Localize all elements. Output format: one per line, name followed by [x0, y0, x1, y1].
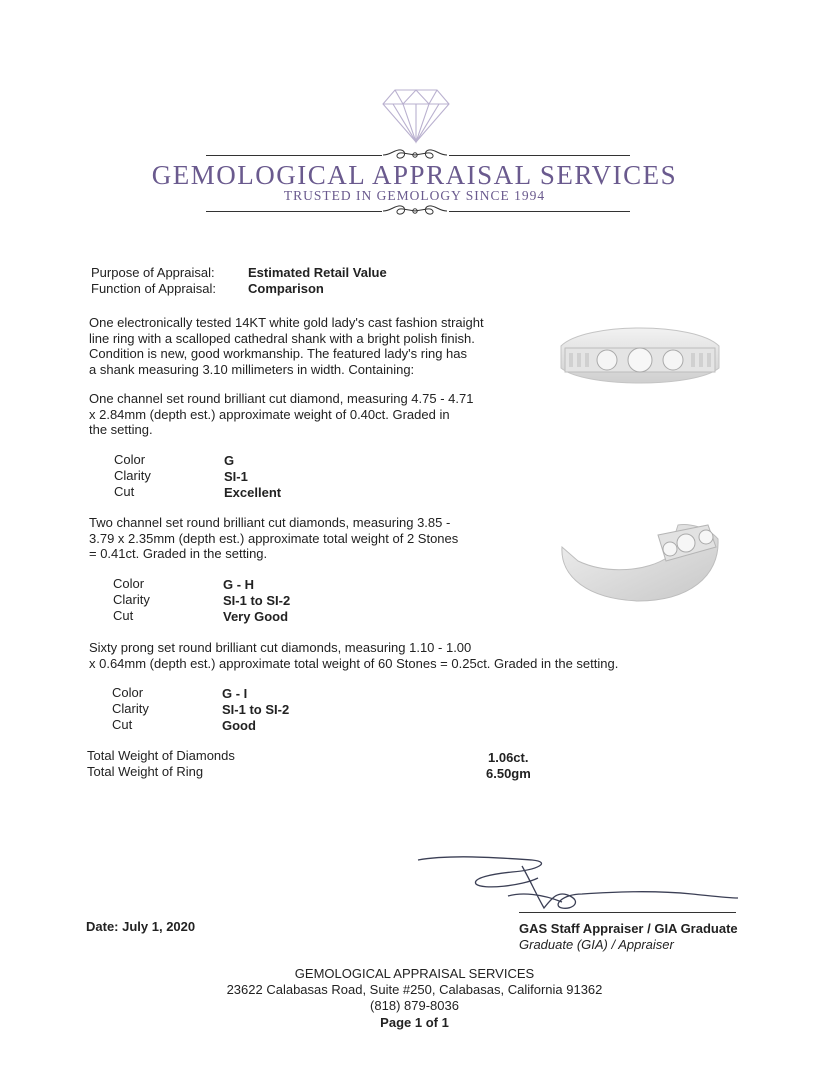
stone1-color-label: Color: [114, 452, 146, 467]
total-diamonds-value: 1.06ct.: [488, 750, 529, 765]
stone2-color-label: Color: [113, 576, 145, 591]
ring-description: [89, 315, 509, 377]
stone2-line: Two channel set round brilliant cut diamonds, measuring 3.85 -: [89, 515, 451, 530]
stone3-description: [89, 640, 809, 671]
stone1-line: x 2.84mm (depth est.) approximate weight of 0.40ct. Graded in: [89, 406, 450, 422]
signature-line: [519, 912, 736, 913]
header-rule-bottom-right: [449, 211, 630, 212]
total-ring-label: Total Weight of Ring: [87, 764, 204, 779]
appraisal-date: Date: July 1, 2020: [86, 919, 196, 934]
description-line: line ring with a scalloped cathedral shank with a bright polish finish.: [89, 330, 475, 346]
header-rule-top-left: [206, 155, 382, 156]
stone2-cut-value: Very Good: [223, 609, 289, 624]
page-number: Page 1 of 1: [380, 1015, 449, 1030]
stone3-color-value: G - I: [222, 686, 248, 701]
stone1-description: [89, 391, 509, 438]
company-tagline: TRUSTED IN GEMOLOGY SINCE 1994: [283, 188, 546, 203]
function-label: Function of Appraisal:: [91, 281, 217, 296]
signature-scribble: [412, 850, 742, 916]
footer-company: GEMOLOGICAL APPRAISAL SERVICES: [294, 966, 535, 981]
ring-photo-side: [558, 517, 724, 607]
footer-address: 23622 Calabasas Road, Suite #250, Calabasas, California 91362: [226, 982, 603, 997]
diamond-icon: [381, 88, 451, 144]
scroll-ornament-bottom: [381, 202, 449, 220]
header-rule-top-right: [449, 155, 630, 156]
stone2-description: [89, 515, 509, 562]
stone1-cut-label: Cut: [114, 484, 135, 499]
appraiser-subtitle: Graduate (GIA) / Appraiser: [519, 937, 674, 952]
ring-photo-top: [555, 318, 725, 390]
appraiser-title: GAS Staff Appraiser / GIA Graduate: [519, 921, 738, 936]
stone1-color-value: G: [224, 453, 235, 468]
stone3-color-label: Color: [112, 685, 144, 700]
purpose-value: Estimated Retail Value: [248, 265, 387, 280]
stone3-clarity-value: SI-1 to SI-2: [222, 702, 290, 717]
stone1-clarity-label: Clarity: [114, 468, 151, 483]
stone1-cut-value: Excellent: [224, 485, 282, 500]
stone1-line: the setting.: [89, 422, 153, 437]
stone2-clarity-label: Clarity: [113, 592, 150, 607]
stone3-clarity-label: Clarity: [112, 701, 149, 716]
stone3-cut-label: Cut: [112, 717, 133, 732]
stone2-color-value: G - H: [223, 577, 255, 592]
function-value: Comparison: [248, 281, 324, 296]
header-rule-bottom-left: [206, 211, 382, 212]
company-name: GEMOLOGICAL APPRAISAL SERVICES: [151, 160, 678, 190]
stone3-line: Sixty prong set round brilliant cut diamonds, measuring 1.10 - 1.00: [89, 640, 472, 655]
stone3-cut-value: Good: [222, 718, 256, 733]
stone2-clarity-value: SI-1 to SI-2: [223, 593, 291, 608]
purpose-label: Purpose of Appraisal:: [91, 265, 215, 280]
footer-phone: (818) 879-8036: [370, 998, 459, 1013]
description-line: One electronically tested 14KT white gold lady's cast fashion straight: [89, 315, 484, 330]
stone1-line: One channel set round brilliant cut diamond, measuring 4.75 - 4.71: [89, 391, 474, 406]
stone1-clarity-value: SI-1: [224, 469, 248, 484]
stone2-line: = 0.41ct. Graded in the setting.: [89, 546, 268, 561]
description-line: Condition is new, good workmanship. The featured lady's ring has: [89, 346, 468, 361]
stone3-line: x 0.64mm (depth est.) approximate total weight of 60 Stones = 0.25ct. Graded in the setting.: [89, 655, 619, 671]
total-diamonds-label: Total Weight of Diamonds: [87, 748, 235, 763]
stone2-line: 3.79 x 2.35mm (depth est.) approximate total weight of 2 Stones: [89, 530, 459, 546]
description-line: a shank measuring 3.10 millimeters in width. Containing:: [89, 361, 415, 377]
stone2-cut-label: Cut: [113, 608, 134, 623]
total-ring-value: 6.50gm: [486, 766, 531, 781]
